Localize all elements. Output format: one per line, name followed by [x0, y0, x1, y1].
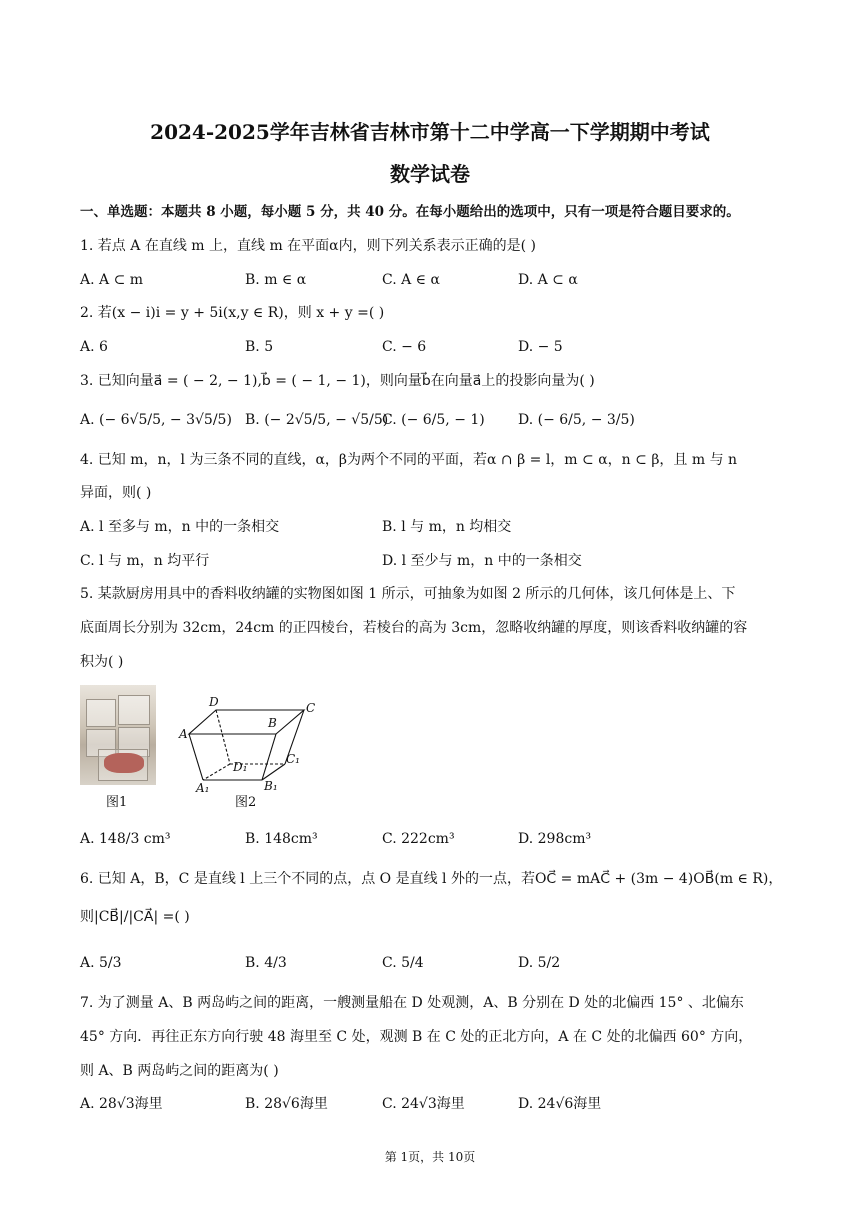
question-6-option-d[interactable]: D. 5/2 — [518, 955, 561, 971]
figure-2-caption: 图2 — [235, 795, 257, 810]
question-7-stem-line-2: 45° 方向．再往正东方向行驶 48 海里至 C 处，观测 B 在 C 处的正北方向，A 在 C 处的北偏西 60° 方向， — [80, 1029, 753, 1045]
question-2-option-d[interactable]: D. − 5 — [518, 339, 563, 355]
vertex-label-b1: B₁ — [264, 779, 278, 793]
vertex-label-d1: D₁ — [233, 760, 248, 774]
question-3-option-c[interactable]: C. (− 6/5, − 1) — [382, 412, 485, 428]
vertex-label-a: A — [179, 727, 188, 741]
question-5-option-d[interactable]: D. 298cm³ — [518, 831, 592, 847]
vertex-label-c: C — [306, 701, 316, 715]
question-4-option-b[interactable]: B. l 与 m，n 均相交 — [382, 519, 512, 535]
question-6-option-a[interactable]: A. 5/3 — [80, 955, 122, 971]
exam-title: 2024-2025学年吉林省吉林市第十二中学高一下学期期中考试 — [150, 120, 710, 144]
question-3-option-a[interactable]: A. (− 6√5/5, − 3√5/5) — [80, 412, 232, 428]
question-7-option-c[interactable]: C. 24√3海里 — [382, 1096, 465, 1112]
question-2-option-b[interactable]: B. 5 — [245, 339, 274, 355]
question-7-stem-line-1: 7. 为了测量 A、B 两岛屿之间的距离，一艘测量船在 D 处观测，A、B 分别在 D 处的北偏西 15° 、北偏东 — [80, 995, 744, 1011]
vertex-label-b: B — [268, 716, 277, 730]
question-4-option-d[interactable]: D. l 至少与 m，n 中的一条相交 — [382, 553, 582, 569]
question-7-option-b[interactable]: B. 28√6海里 — [245, 1096, 328, 1112]
question-2-option-c[interactable]: C. − 6 — [382, 339, 427, 355]
question-6-option-b[interactable]: B. 4/3 — [245, 955, 287, 971]
question-1-option-a[interactable]: A. A ⊂ m — [80, 272, 144, 288]
vertex-label-d: D — [209, 695, 219, 709]
question-4-stem-line-2: 异面，则( ) — [80, 485, 152, 501]
spice-jar-photo — [80, 685, 156, 785]
question-1-option-d[interactable]: D. A ⊂ α — [518, 272, 578, 288]
question-6-stem-line-2: 则|CB⃗|/|CA⃗| =( ) — [80, 909, 190, 925]
question-2-option-a[interactable]: A. 6 — [80, 339, 108, 355]
page-number: 第 1页，共 10页 — [384, 1150, 476, 1164]
question-1-option-c[interactable]: C. A ∈ α — [382, 272, 440, 288]
question-4-stem-line-1: 4. 已知 m，n，l 为三条不同的直线，α，β为两个不同的平面，若α ∩ β = l，m ⊂ α，n ⊂ β，且 m 与 n — [80, 452, 738, 468]
exam-subtitle: 数学试卷 — [390, 162, 470, 186]
section-heading: 一、单选题：本题共 8 小题，每小题 5 分，共 40 分。在每小题给出的选项中，只有一项是符合题目要求的。 — [80, 204, 740, 220]
question-6-option-c[interactable]: C. 5/4 — [382, 955, 424, 971]
question-5-option-c[interactable]: C. 222cm³ — [382, 831, 455, 847]
figure-1-caption: 图1 — [106, 795, 128, 810]
question-1-stem: 1. 若点 A 在直线 m 上，直线 m 在平面α内，则下列关系表示正确的是( ) — [80, 238, 536, 254]
question-2-stem: 2. 若(x − i)i = y + 5i(x,y ∈ R)，则 x + y =( ) — [80, 305, 385, 321]
question-3-stem: 3. 已知向量a⃗ = ( − 2, − 1),b⃗ = ( − 1, − 1)，则向量b⃗在向量a⃗上的投影向量为( ) — [80, 373, 595, 389]
question-5-stem-line-3: 积为( ) — [80, 654, 124, 670]
question-7-option-d[interactable]: D. 24√6海里 — [518, 1096, 602, 1112]
vertex-label-c1: C₁ — [286, 752, 300, 766]
question-5-option-b[interactable]: B. 148cm³ — [245, 831, 318, 847]
question-7-stem-line-3: 则 A、B 两岛屿之间的距离为( ) — [80, 1063, 279, 1079]
question-7-option-a[interactable]: A. 28√3海里 — [80, 1096, 163, 1112]
question-5-option-a[interactable]: A. 148/3 cm³ — [80, 831, 171, 847]
question-6-stem-line-1: 6. 已知 A，B，C 是直线 l 上三个不同的点，点 O 是直线 l 外的一点，若OC⃗ = mAC⃗ + (3m − 4)OB⃗(m ∈ R)， — [80, 871, 783, 887]
vertex-label-a1: A₁ — [196, 781, 210, 794]
question-5-stem-line-1: 5. 某款厨房用具中的香料收纳罐的实物图如图 1 所示，可抽象为如图 2 所示的几何体，该几何体是上、下 — [80, 586, 736, 602]
frustum-diagram — [176, 694, 326, 794]
question-3-option-b[interactable]: B. (− 2√5/5, − √5/5) — [245, 412, 389, 428]
question-1-option-b[interactable]: B. m ∈ α — [245, 272, 307, 288]
question-4-option-c[interactable]: C. l 与 m，n 均平行 — [80, 553, 210, 569]
question-5-stem-line-2: 底面周长分别为 32cm，24cm 的正四棱台，若棱台的高为 3cm，忽略收纳罐的厚度，则该香料收纳罐的容 — [80, 620, 748, 636]
question-3-option-d[interactable]: D. (− 6/5, − 3/5) — [518, 412, 635, 428]
question-4-option-a[interactable]: A. l 至多与 m，n 中的一条相交 — [80, 519, 280, 535]
